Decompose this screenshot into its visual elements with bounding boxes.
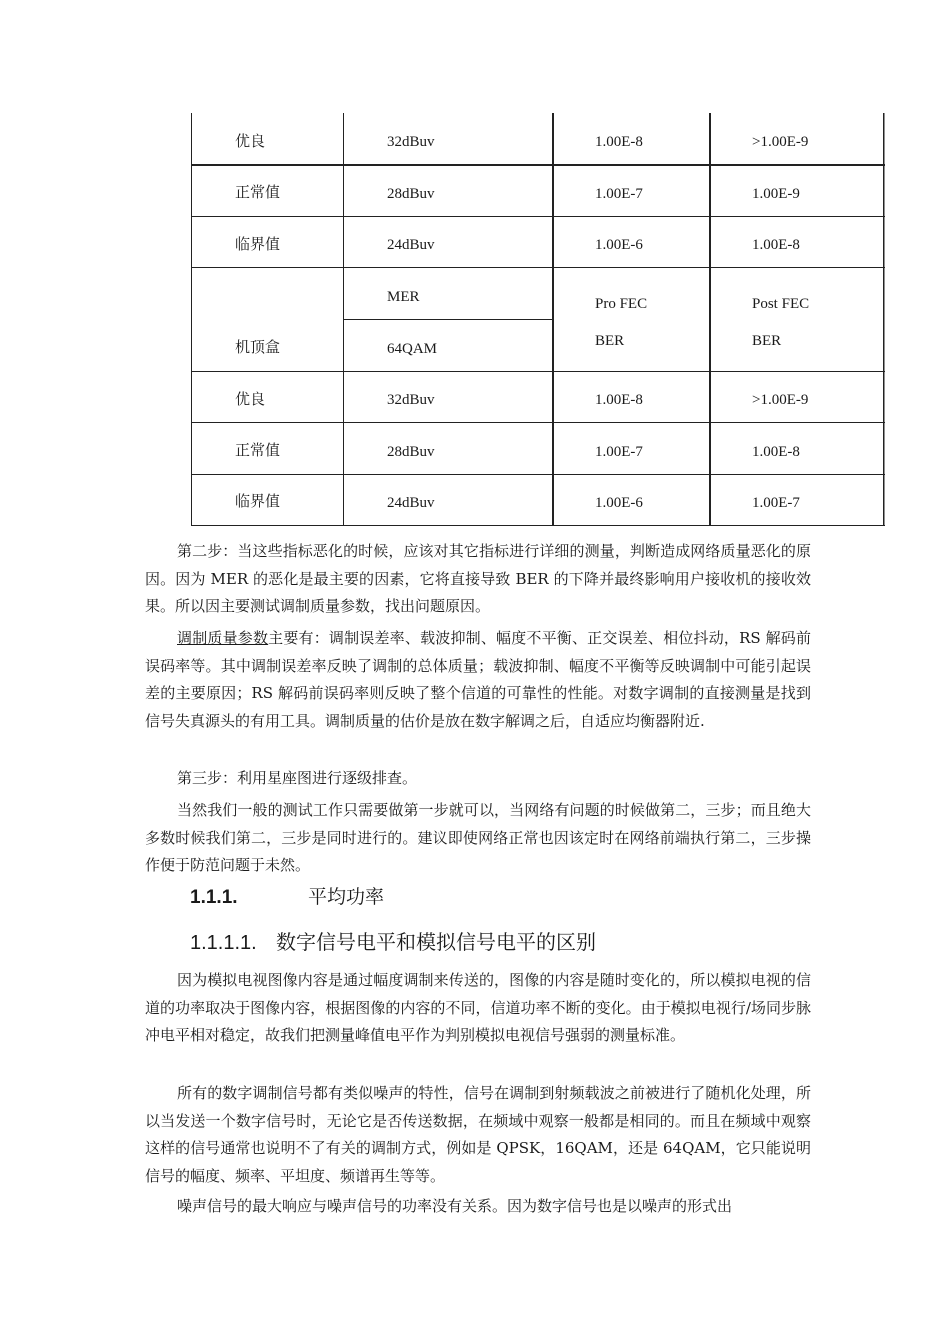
table-cell-post-ber: 1.00E-8 (752, 444, 800, 460)
section-number: 1.1.1. (190, 887, 238, 908)
table-row-label: 优良 (235, 132, 266, 150)
paragraph-step-three (145, 765, 811, 793)
table-row-label: 正常值 (235, 183, 281, 201)
table-cell-post-ber: >1.00E-9 (752, 392, 809, 408)
table-row-label: 正常值 (235, 441, 281, 459)
table-cell-mer: 28dBuv (387, 186, 435, 202)
paragraph-text: 当然我们一般的测试工作只需要做第一步就可以，当网络有问题的时候做第二，三步；而且绝大多数时候我们第二，三步是同时进行的。建议即使网络正常也因该定时在网络前端执行第二，三步操作便于防范问题于未然。 (145, 801, 811, 874)
paragraph-summary (145, 797, 811, 880)
table-header-pre-fec: Pro FEC (595, 296, 648, 312)
table-row-label: 临界值 (235, 235, 281, 253)
paragraph-text: 第二步：当这些指标恶化的时候，应该对其它指标进行详细的测量，判断造成网络质量恶化的原因。因为 MER 的恶化是最主要的因素，它将直接导致 BER 的下降并最终影响用户接收机的接收效果。所以因主要测试调制质量参数，找出问题原因。 (145, 542, 811, 615)
table-cell-mer: 24dBuv (387, 495, 435, 511)
table-grid (191, 113, 885, 526)
measurement-table (191, 113, 885, 526)
subsection-heading-signal-level (190, 926, 596, 955)
subsection-number: 1.1.1.1. (190, 932, 257, 954)
table-header-pre-ber: BER (595, 333, 625, 349)
paragraph-text: 因为模拟电视图像内容是通过幅度调制来传送的，图像的内容是随时变化的，所以模拟电视的信道的功率取决于图像内容，根据图像的内容的不同，信道功率不断的变化。由于模拟电视行/场同步脉冲电平相对稳定，故我们把测量峰值电平作为判别模拟电视信号强弱的测量标准。 (145, 971, 811, 1044)
table-cell-mer: 28dBuv (387, 444, 435, 460)
table-cell-pre-ber: 1.00E-8 (595, 134, 643, 150)
paragraph-modulation-quality (145, 625, 811, 735)
paragraph-text: 所有的数字调制信号都有类似噪声的特性，信号在调制到射频载波之前被进行了随机化处理，所以当发送一个数字信号时，无论它是否传送数据，在频域中观察一般都是相同的。而且在频域中观察这样的信号通常也说明不了有关的调制方式，例如是 QPSK，16QAM，还是 64QAM，它只能说明信号的幅度、频率、平坦度、频谱再生等等。 (145, 1084, 811, 1185)
modulation-quality-term: 调制质量参数 (177, 629, 269, 647)
section-heading-average-power (190, 882, 384, 909)
table-cell-post-ber: 1.00E-9 (752, 186, 800, 202)
table-cell-pre-ber: 1.00E-6 (595, 495, 643, 511)
table-header-post-fec: Post FEC (752, 296, 810, 312)
table-cell-post-ber: 1.00E-7 (752, 495, 800, 511)
paragraph-text: 主要有：调制误差率、载波抑制、幅度不平衡、正交误差、相位抖动，RS 解码前误码率等。其中调制误差率反映了调制的总体质量；载波抑制、幅度不平衡等反映调制中可能引起误差的主要原因；RS 解码前误码率则反映了整个信道的可靠性的性能。对数字调制的直接测量是找到信号失真源头的有用工具。调制质量的估价是放在数字解调之后，自适应均衡器附近. (145, 629, 811, 730)
paragraph-analog-tv (145, 967, 811, 1050)
subsection-title: 数字信号电平和模拟信号电平的区别 (276, 932, 596, 954)
table-header-mer: MER (387, 289, 420, 305)
table-row-label: 优良 (235, 390, 266, 408)
table-cell-post-ber: 1.00E-8 (752, 237, 800, 253)
table-row-label: 临界值 (235, 492, 281, 510)
paragraph-step-two (145, 538, 811, 621)
section-title: 平均功率 (308, 887, 385, 908)
paragraph-text: 第三步：利用星座图进行逐级排查。 (177, 769, 418, 787)
table-cell-mer: 32dBuv (387, 392, 435, 408)
table-cell-mer: 32dBuv (387, 134, 435, 150)
table-header-post-ber: BER (752, 333, 782, 349)
table-cell-pre-ber: 1.00E-7 (595, 186, 643, 202)
table-cell-post-ber: >1.00E-9 (752, 134, 809, 150)
table-header-modulation: 64QAM (387, 341, 438, 357)
table-cell-pre-ber: 1.00E-8 (595, 392, 643, 408)
table-cell-pre-ber: 1.00E-7 (595, 444, 643, 460)
table-cell-pre-ber: 1.00E-6 (595, 237, 643, 253)
paragraph-text: 噪声信号的最大响应与噪声信号的功率没有关系。因为数字信号也是以噪声的形式出 (177, 1197, 733, 1215)
paragraph-digital-modulation (145, 1080, 811, 1190)
table-cell-mer: 24dBuv (387, 237, 435, 253)
table-header-label: 机顶盒 (235, 338, 281, 356)
paragraph-noise-signal (145, 1193, 811, 1221)
